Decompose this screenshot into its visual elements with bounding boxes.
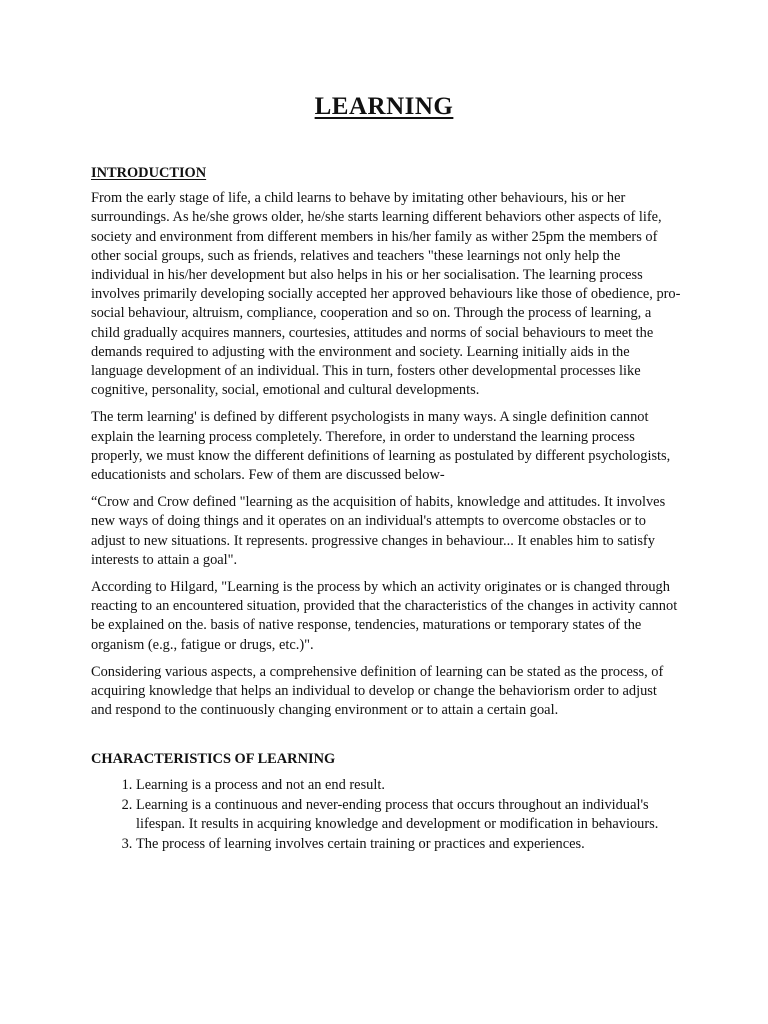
list-item: 1. Learning is a process and not an end result. <box>136 776 681 795</box>
characteristics-heading: CHARACTERISTICS OF LEARNING <box>91 751 336 768</box>
intro-paragraph-definition: Considering various aspects, a comprehensive definition of learning can be stated as the process, of acquiring knowledge that helps an individual to develop or change the behaviorism order to adjust and respond to the continuously changing environment or to attain a certain goal. <box>91 663 664 719</box>
intro-paragraph-hilgard: According to Hilgard, "Learning is the process by which an activity originates or is changed through reacting to an encountered situation, provided that the characteristics of the changes in activity cannot be explained on the. basis of native response, tendencies, maturations or temporary states of the organism (e.g., fatigue or drugs, etc.)". <box>91 579 678 653</box>
section-spacer <box>91 728 681 750</box>
intro-paragraph-1: From the early stage of life, a child learns to behave by imitating other behaviours, his or her surroundings. As he/she grows older, he/she starts learning different behaviors other aspects of life, society and environment from different members in his/her family as wither 25pm the members of other social groups, such as friends, relatives and teachers "these learnings not only help the individual in his/her development but also helps in his or her socialisation. The learning process involves primarily developing socially accepted her approved behaviours like those of obedience, pro-social behaviour, altruism, compliance, cooperation and so on. Through the process of learning, a child gradually acquires manners, courtesies, attitudes and norms of social behaviours to meet the demands required to adjusting with the environment and society. Learning initially aids in the language development of an individual. This in turn, fosters other developmental processes like cognitive, personality, social, emotional and cultural developments. <box>91 190 681 399</box>
document-title-text: LEARNING <box>314 93 454 120</box>
intro-paragraph-crow-and-crow: “Crow and Crow defined "learning as the acquisition of habits, knowledge and attitudes. It involves new ways of doing things and it operates on an individual's attempts to overcome obstacles or to adjust to new situations. It represents. progressive changes in behaviour... It enables him to satisfy interests to attain a goal". <box>91 494 666 568</box>
list-item: 3. The process of learning involves certain training or practices and experiences. <box>136 835 681 854</box>
introduction-heading: INTRODUCTION <box>91 165 207 181</box>
document-title <box>0 93 768 121</box>
document-body <box>91 164 681 856</box>
characteristics-list <box>91 776 681 855</box>
list-item: 2. Learning is a continuous and never-ending process that occurs throughout an individual's lifespan. It results in acquiring knowledge and development or modification in behaviours. <box>136 796 681 834</box>
intro-paragraph-2: The term learning' is defined by different psychologists in many ways. A single definition cannot explain the learning process completely. Therefore, in order to understand the learning process properly, we must know the different definitions of learning as postulated by different psychologists, educationists and scholars. Few of them are discussed below- <box>91 409 671 484</box>
